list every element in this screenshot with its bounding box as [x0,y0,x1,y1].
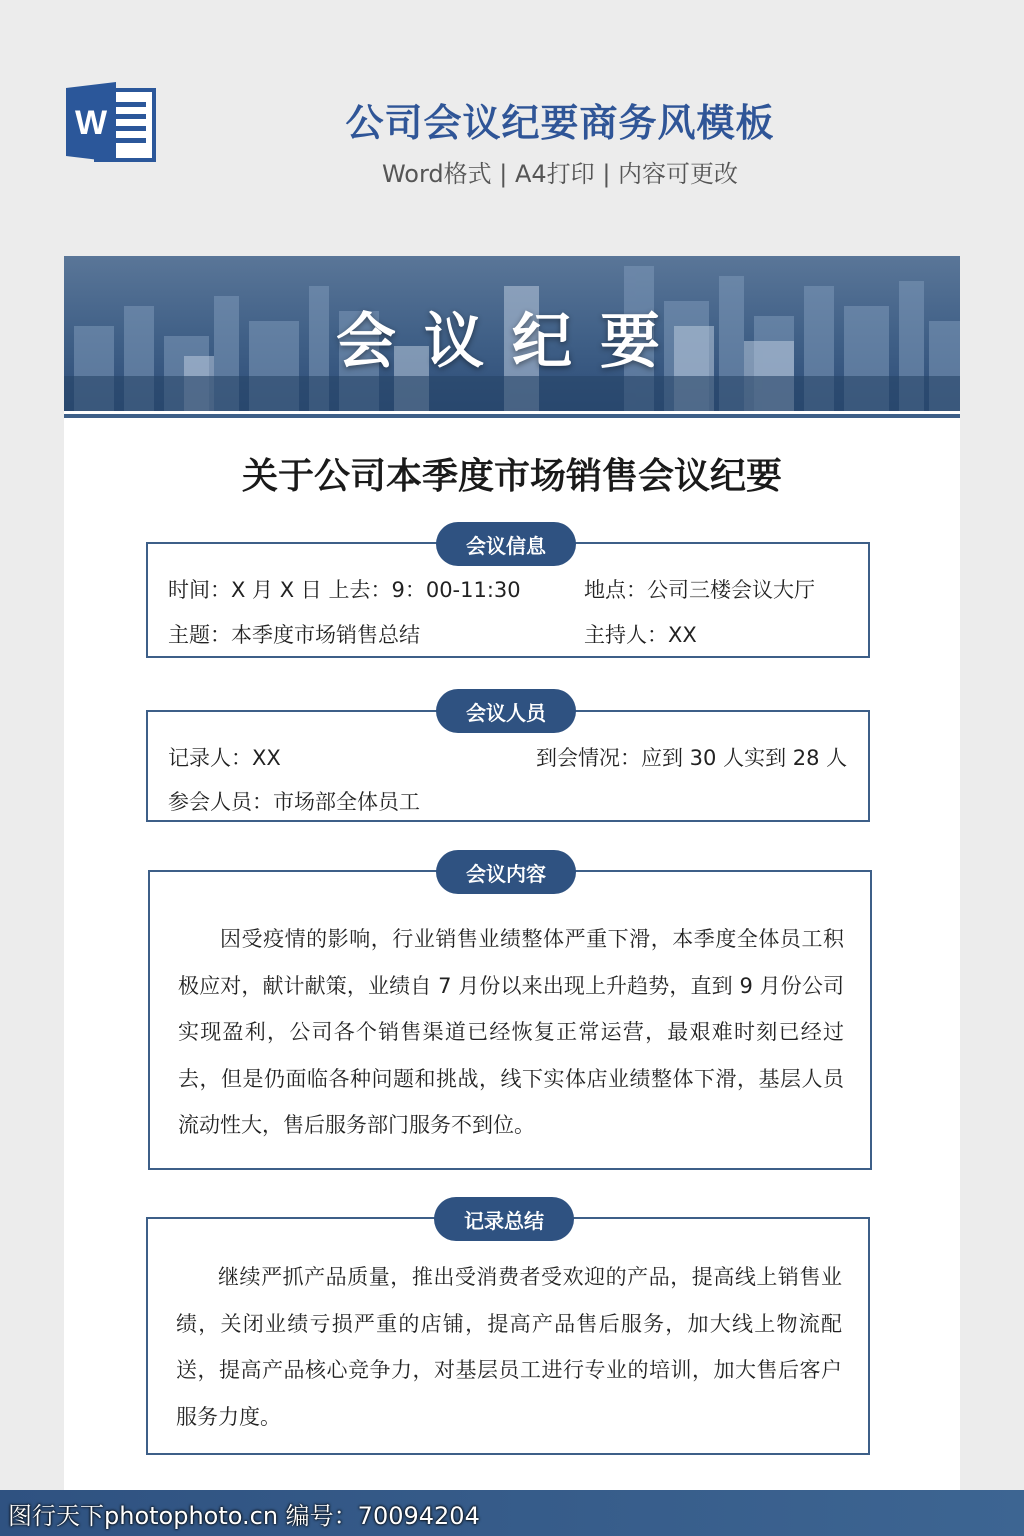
meeting-time: 时间：X 月 X 日 上去：9：00-11:30 [168,578,521,602]
banner-title: 会议纪要 [336,307,688,377]
document-title: 关于公司本季度市场销售会议纪要 [241,456,782,497]
meeting-summary-text: 继续严抓产品质量，推出受消费者受欢迎的产品，提高线上销售业绩，关闭业绩亏损严重的店铺，提高产品售后服务，加大线上物流配送，提高产品核心竞争力，对基层员工进行专业的培训，加大售后客户服务力度。 [176,1265,842,1429]
city-banner [64,256,960,411]
meeting-content-box [148,870,872,1170]
word-icon [66,82,156,162]
meeting-content-text: 因受疫情的影响，行业销售业绩整体严重下滑，本季度全体员工积极应对，献计献策，业绩自 7 月份以来出现上升趋势，直到 9 月份公司实现盈利，公司各个销售渠道已经恢复正常运营，最艰难时刻已经过去，但是仍面临各种问题和挑战，线下实体店业绩整体下滑，基层人员流动性大，售后服务部门服务不到位。 [178,927,844,1137]
section-label-summary: 记录总结 [434,1197,574,1241]
template-title: 公司会议纪要商务风模板 [345,101,775,145]
meeting-topic: 主题：本季度市场销售总结 [168,623,420,647]
section-label-info: 会议信息 [436,522,576,566]
template-subtitle: Word格式 | A4打印 | 内容可更改 [381,160,739,188]
watermark: 图行天下photophoto.cn 编号：70094204 [8,1502,480,1530]
meeting-participants: 参会人员：市场部全体员工 [168,790,420,814]
meeting-attendance: 到会情况：应到 30 人实到 28 人 [536,746,848,770]
meeting-place: 地点：公司三楼会议大厅 [584,578,815,602]
meeting-summary-box [146,1217,870,1455]
svg-text:W: W [74,104,108,142]
section-label-content: 会议内容 [436,850,576,894]
meeting-host: 主持人：XX [584,623,697,647]
document-page [64,256,960,1536]
meeting-recorder: 记录人：XX [168,746,281,770]
banner-divider [64,414,960,418]
section-label-people: 会议人员 [436,689,576,733]
